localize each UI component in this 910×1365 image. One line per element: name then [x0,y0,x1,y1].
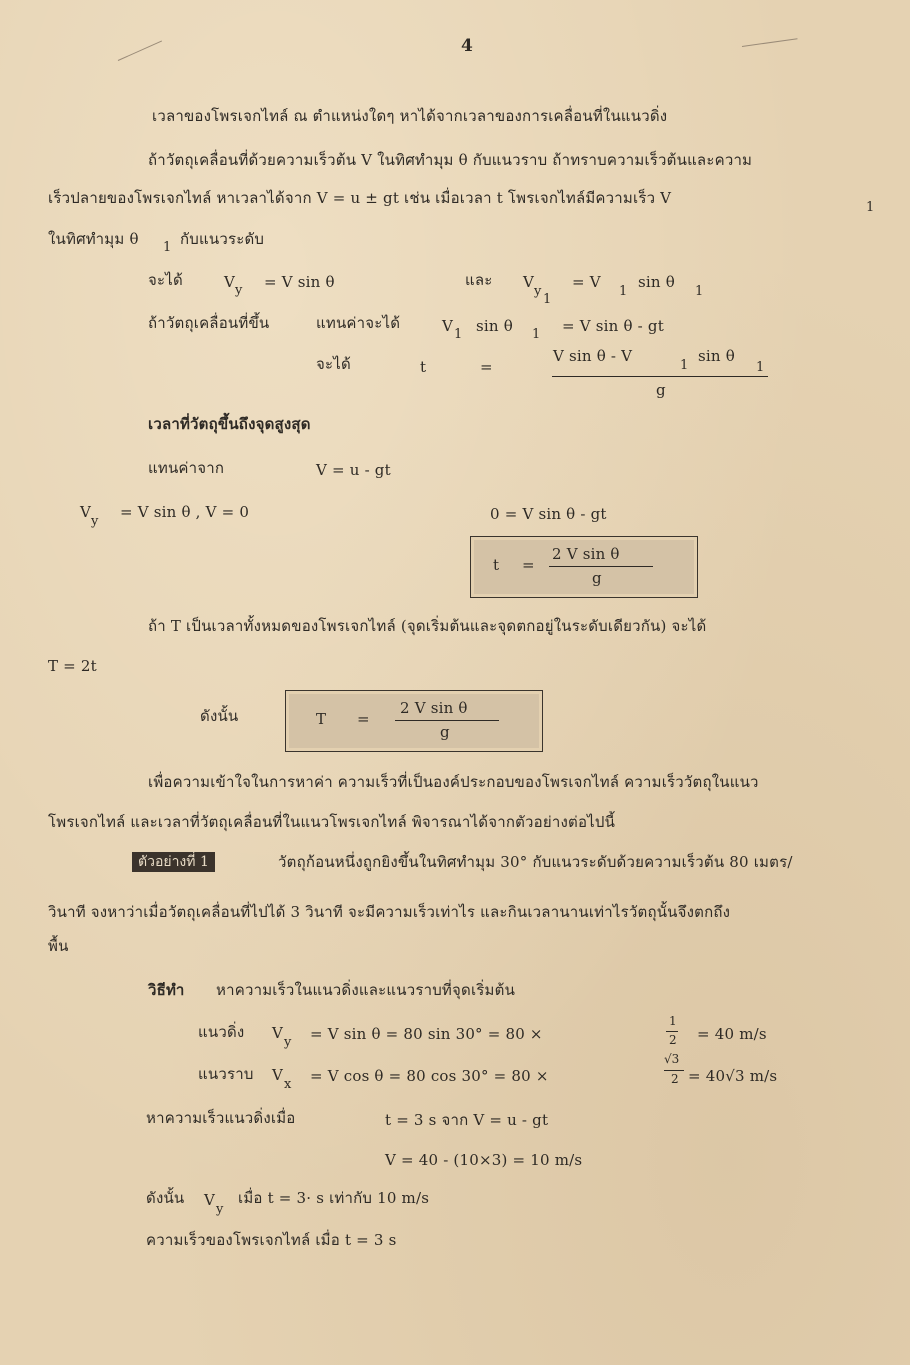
equation-text: = 40 m/s [697,1025,767,1043]
subscript: 1 [532,327,541,342]
subscript: 1 [454,327,463,342]
paragraph-text: หาความเร็วในแนวดิ่งและแนวราบที่จุดเริ่มต้น [216,981,516,999]
subscript: 1 [543,292,552,307]
paragraph-text: ความเร็วของโพรเจกไทล์ เมื่อ t = 3 s [146,1231,397,1249]
equation-text: = V cos θ = 80 cos 30° = 80 × [310,1067,549,1085]
equation-text: T = 2t [48,657,97,675]
paragraph-text: ดังนั้น [146,1189,185,1207]
equation-symbol: t [493,556,500,574]
equation-symbol: V [224,273,236,291]
fraction-denominator: g [440,723,450,741]
equation-text: = V [572,273,601,291]
fraction-denominator: g [656,381,666,399]
equation-text: = V sin θ [264,273,335,291]
equation-symbol: V [272,1066,284,1084]
solution-label: วิธีทำ [148,981,185,999]
equation-symbol: V [272,1024,284,1042]
fraction-numerator: 2 V sin θ [552,545,620,563]
subscript: x [284,1077,292,1092]
paragraph-text: เพื่อความเข้าใจในการหาค่า ความเร็วที่เป็นองค์ประกอบของโพรเจกไทล์ ความเร็ววัตถุในแนว [148,773,759,791]
fraction-bar [395,720,499,721]
paragraph-text: พื้น [48,937,69,955]
paragraph-text: เมื่อ t = 3· s เท่ากับ 10 m/s [238,1189,430,1207]
example-label: ตัวอย่างที่ 1 [132,852,215,872]
fraction-numerator: V sin θ - V [553,347,633,365]
paragraph-text: ถ้าวัตถุเคลื่อนที่ด้วยความเร็วต้น V ในทิศทำมุม θ กับแนวราบ ถ้าทราบความเร็วต้นและความ [148,151,753,169]
fraction-numerator: 2 V sin θ [400,699,468,717]
equation-lead: แนวราบ [198,1065,254,1083]
paragraph-text: เวลาของโพรเจกไทล์ ณ ตำแหน่งใดๆ หาได้จากเวลาของการเคลื่อนที่ในแนวดิ่ง [152,107,668,125]
equation-lead: ถ้าวัตถุเคลื่อนที่ขึ้น [148,314,270,332]
equation-symbol: = [357,710,370,728]
fraction-denominator: 2 [671,1072,679,1086]
page-number: 4 [461,36,473,56]
subscript: 1 [756,360,765,375]
equation-text: V = 40 - (10×3) = 10 m/s [385,1151,583,1169]
fraction-bar [549,566,653,567]
equation-text: sin θ [638,273,675,291]
scan-mark [118,41,162,61]
equation-text: = V sin θ = 80 sin 30° = 80 × [310,1025,543,1043]
subscript: y [284,1035,292,1050]
equation-symbol: V [523,273,535,291]
equation-text: = V sin θ - gt [562,317,664,335]
equation-lead: แทนค่าจะได้ [316,314,401,332]
paragraph-text: วินาที จงหาว่าเมื่อวัตถุเคลื่อนที่ไปได้ 3 วินาที จะมีความเร็วเท่าไร และกินเวลานานเท่าไรวัตถุนั้นจึงตกถึง [48,903,731,921]
fraction-numerator: 1 [669,1014,677,1028]
section-heading: เวลาที่วัตถุขึ้นถึงจุดสูงสุด [148,415,311,433]
paragraph-text: แทนค่าจาก [148,459,225,477]
equation-text: = V sin θ , V = 0 [120,503,250,521]
subscript: y [91,514,99,529]
equation-text: 0 = V sin θ - gt [490,505,607,523]
subscript: 1 [695,284,704,299]
paragraph-text: เร็วปลายของโพรเจกไทล์ หาเวลาได้จาก V = u ± gt เช่น เมื่อเวลา t โพรเจกไทล์มีความเร็ว V [48,189,672,207]
equation-symbol: V [204,1191,216,1209]
fraction-denominator: 2 [669,1033,677,1047]
subscript: 1 [680,358,689,373]
equation-text: t = 3 s จาก V = u - gt [385,1111,549,1129]
subscript: y [235,283,243,298]
paragraph-text: ถ้า T เป็นเวลาทั้งหมดของโพรเจกไทล์ (จุดเริ่มต้นและจุดตกอยู่ในระดับเดียวกัน) จะได้ [148,617,707,635]
equation-text: และ [465,271,493,289]
paragraph-text: ดังนั้น [200,707,239,725]
subscript: 1 [866,200,875,215]
subscript: 1 [619,284,628,299]
subscript: 1 [163,240,172,255]
equation-symbol: = [480,358,493,376]
fraction-denominator: g [592,569,602,587]
equation-symbol: = [522,556,535,574]
equation-symbol: T [316,710,327,728]
paragraph-text: หาความเร็วแนวดิ่งเมื่อ [146,1109,296,1127]
equation-symbol: V [442,317,454,335]
fraction-numerator: √3 [664,1052,680,1066]
equation-symbol: V [80,503,92,521]
fraction-bar [552,376,768,377]
equation-lead: แนวดิ่ง [198,1023,245,1041]
paragraph-text: กับแนวระดับ [180,230,265,248]
scan-mark [742,38,798,47]
equation-text: = 40√3 m/s [688,1067,778,1085]
equation-text: sin θ [476,317,513,335]
subscript: y [534,284,542,299]
equation-text: V = u - gt [316,461,391,479]
fraction-bar [666,1031,678,1032]
paragraph-text: ในทิศทำมุม θ [48,230,139,248]
equation-lead: จะได้ [316,355,351,373]
equation-lead: จะได้ [148,271,183,289]
paragraph-text: โพรเจกไทล์ และเวลาที่วัตถุเคลื่อนที่ในแนวโพรเจกไทล์ พิจารณาได้จากตัวอย่างต่อไปนี้ [48,813,616,831]
equation-symbol: t [420,358,427,376]
paragraph-text: วัตถุก้อนหนึ่งถูกยิงขึ้นในทิศทำมุม 30° กับแนวระดับด้วยความเร็วต้น 80 เมตร/ [278,853,793,871]
fraction-numerator: sin θ [698,347,735,365]
subscript: y [216,1202,224,1217]
fraction-bar [664,1070,684,1071]
